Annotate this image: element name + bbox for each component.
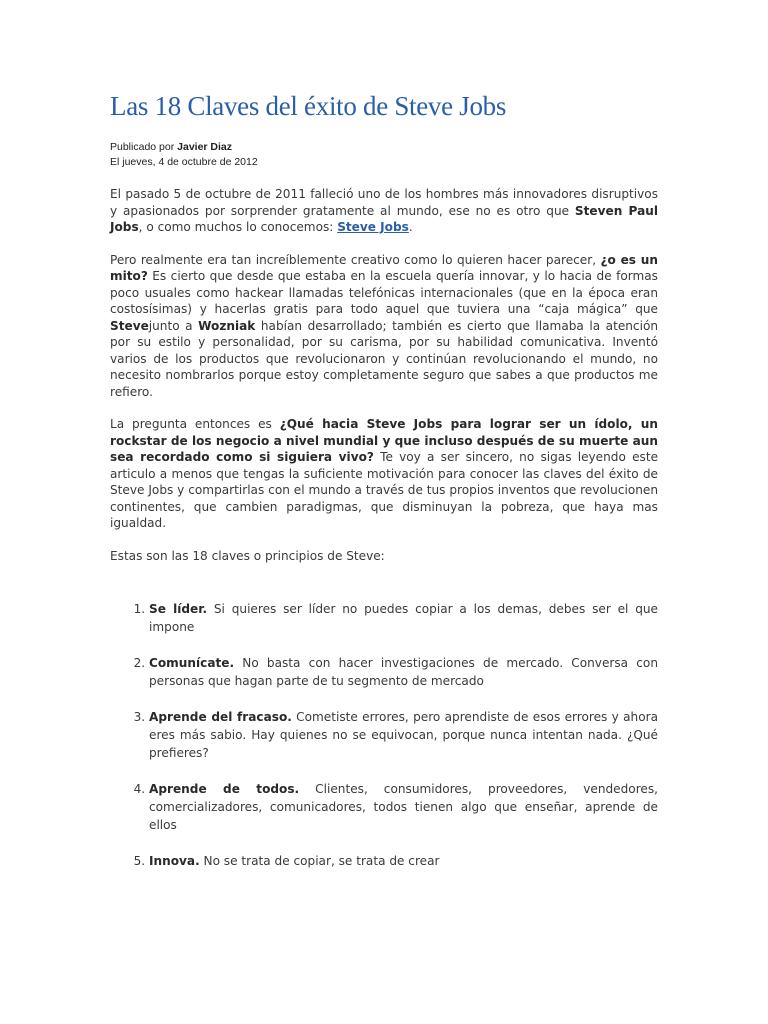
article-title: Las 18 Claves del éxito de Steve Jobs [110, 91, 507, 121]
paragraph-text: El pasado 5 de octubre de 2011 falleció uno de los hombres más innovadores disruptivos y apasionados por sorprender gratamente al mundo, ese no es otro que [110, 187, 658, 218]
claves-list [110, 600, 658, 870]
list-item [149, 780, 658, 834]
clave-text: No se trata de copiar, se trata de crear [199, 854, 440, 868]
paragraph-pregunta [110, 416, 658, 532]
paragraph-text: junto a [148, 318, 199, 333]
name-steve: Steve [110, 318, 149, 333]
list-item [149, 654, 658, 690]
paragraph-text: Pero realmente era tan increíblemente creativo como lo quieren hacer parecer, [110, 252, 601, 267]
paragraph-text: Te voy a ser sincero, no sigas leyendo este articulo a menos que tengas la suficiente motivación para conocer las claves del éxito de Steve Jobs y compartirlas con el mundo a través de tus propios inventos que revolucionen continentes, que cambien paradigmas, que disminuyan la pobreza, que haya mas igualdad. [110, 450, 659, 530]
clave-title: Aprende del fracaso. [149, 710, 292, 724]
paragraph-text: La pregunta entonces es [110, 417, 280, 431]
list-item [149, 708, 658, 762]
publish-date: El jueves, 4 de octubre de 2012 [110, 156, 258, 168]
list-item [149, 852, 658, 870]
clave-text: No basta con hacer investigaciones de mercado. Conversa con personas que hagan parte de tu segmento de mercado [149, 656, 658, 688]
clave-text: Clientes, consumidores, proveedores, vendedores, comercializadores, comunicadores, todos tienen algo que enseñar, aprende de ellos [149, 782, 658, 832]
clave-title: Comunícate. [149, 656, 235, 670]
clave-title: Innova. [149, 854, 200, 868]
clave-title: Aprende de todos. [149, 782, 300, 796]
paragraph-text: habían desarrollado; también es cierto que llamaba la atención por su estilo y personalidad, por su carisma, por su habilidad comunicativa. Inventó varios de los productos que revolucionaron y continúan revolucionando el mundo, no necesito nombrarlos porque estoy completamente seguro que sabes a que productos me refiero. [110, 318, 659, 399]
byline-prefix: Publicado por [110, 141, 178, 153]
paragraph-text: . [408, 220, 413, 234]
bold-question: ¿Qué hacia Steve Jobs para lograr ser un ídolo, un rockstar de los negocio a nivel mundial y que incluso después de su muerte aun sea recordado como si siguiera vivo? [110, 417, 658, 464]
article-meta [110, 140, 658, 170]
clave-text: Cometiste errores, pero aprendiste de esos errores y ahora eres más sabio. Hay quienes no se equivocan, porque nunca intentan nada. ¿Qué prefieres? [149, 710, 658, 760]
byline [110, 140, 658, 155]
list-item [149, 600, 658, 636]
name-wozniak: Wozniak [198, 318, 256, 333]
paragraph-text: , o como muchos lo conocemos: [138, 220, 338, 234]
clave-title: Se líder. [149, 602, 208, 616]
name-steven-paul-jobs: Steven Paul Jobs [110, 203, 658, 234]
steve-jobs-link[interactable]: Steve Jobs [337, 220, 409, 234]
author-name: Javier Diaz [177, 141, 233, 153]
paragraph-mito [110, 252, 658, 401]
bold-question: ¿o es un mito? [110, 252, 658, 283]
paragraph-intro [110, 186, 658, 236]
clave-text: Si quieres ser líder no puedes copiar a los demas, debes ser el que impone [149, 602, 658, 634]
paragraph-claves-intro: Estas son las 18 claves o principios de Steve: [110, 548, 385, 563]
paragraph-text: Es cierto que desde que estaba en la escuela quería innovar, y lo hacia de formas poco usuales como hackear llamadas telefónicas internacionales (que en la época eran costosísimas) y hacerlas gratis para todo aquel que tuviera una “caja mágica” que [110, 269, 658, 316]
